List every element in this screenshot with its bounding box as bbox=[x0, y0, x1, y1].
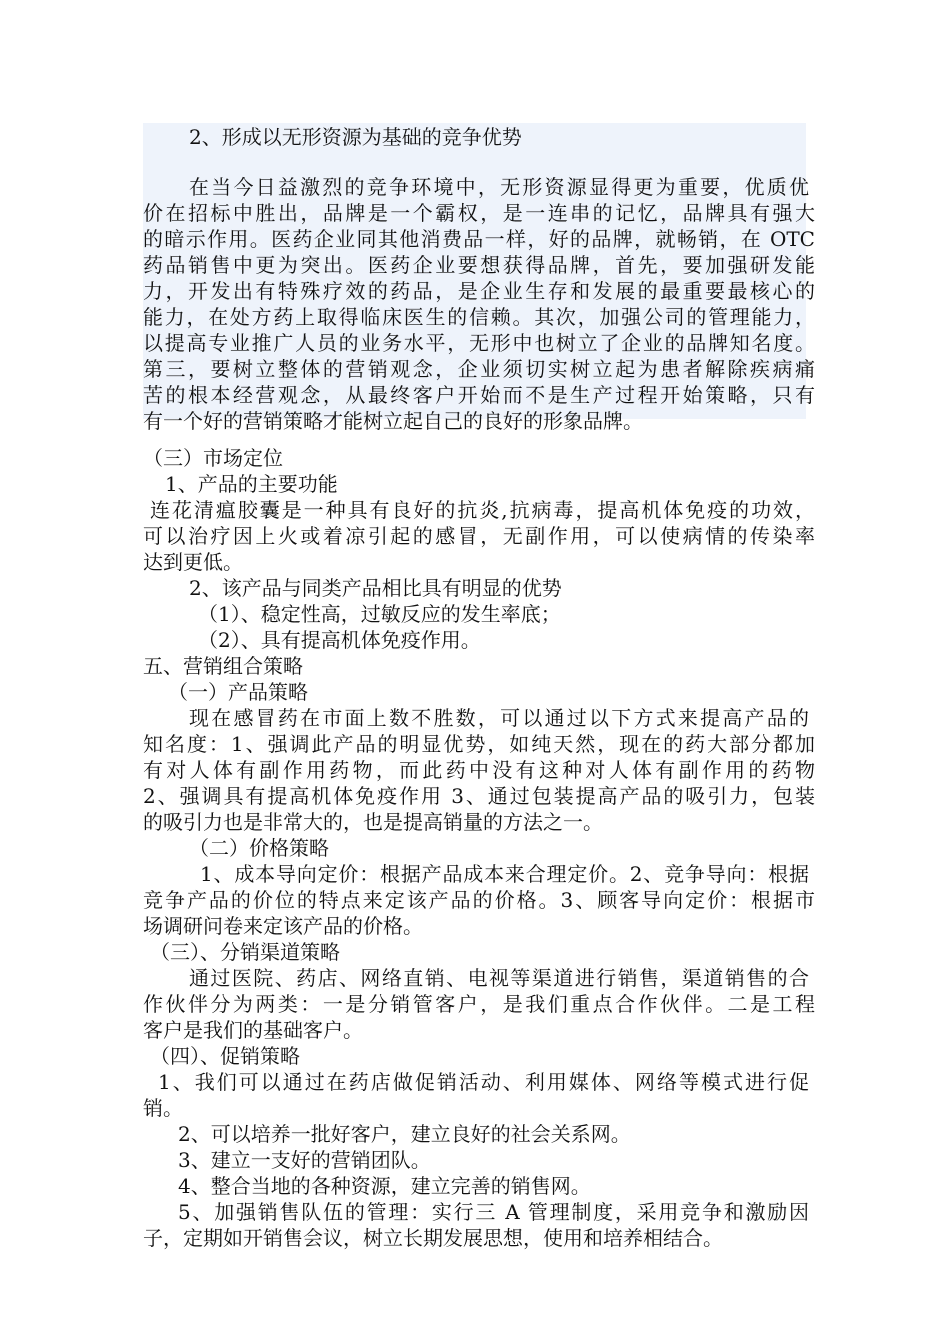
subheading: 2、该产品与同类产品相比具有明显的优势 bbox=[189, 576, 562, 600]
paragraph-line: 的吸引力也是非常大的，也是提高销量的方法之一。 bbox=[143, 810, 603, 834]
paragraph-line: 力，开发出有特殊疗效的药品，是企业生存和发展的最重要最核心的 bbox=[143, 279, 815, 303]
paragraph-line: 的暗示作用。医药企业同其他消费品一样，好的品牌，就畅销，在 OTC bbox=[143, 227, 815, 251]
paragraph-line: 通过医院、药店、网络直销、电视等渠道进行销售，渠道销售的合 bbox=[189, 966, 809, 990]
paragraph-line: 价在招标中胜出，品牌是一个霸权，是一连串的记忆，品牌具有强大 bbox=[143, 201, 815, 225]
paragraph-line: 竞争产品的价位的特点来定该产品的价格。3、顾客导向定价：根据市 bbox=[143, 888, 815, 912]
subheading: （一）产品策略 bbox=[168, 680, 308, 704]
paragraph-line: 连花清瘟胶囊是一种具有良好的抗炎,抗病毒，提高机体免疫的功效， bbox=[150, 498, 815, 522]
paragraph-line: 作伙伴分为两类：一是分销管客户，是我们重点合作伙伴。二是工程 bbox=[143, 992, 815, 1016]
paragraph-line: 场调研问卷来定该产品的价格。 bbox=[143, 914, 423, 938]
section-heading-mix: 五、营销组合策略 bbox=[143, 654, 303, 678]
subheading: （四）、促销策略 bbox=[150, 1044, 300, 1068]
list-item: 子，定期如开销售会议，树立长期发展思想，使用和培养相结合。 bbox=[143, 1226, 723, 1250]
list-item: 2、可以培养一批好客户，建立良好的社会关系网。 bbox=[178, 1122, 631, 1146]
paragraph-line: 在当今日益激烈的竞争环境中，无形资源显得更为重要，优质优 bbox=[189, 175, 809, 199]
section-heading-intangible: 2、形成以无形资源为基础的竞争优势 bbox=[189, 125, 522, 149]
paragraph-line: 现在感冒药在市面上数不胜数，可以通过以下方式来提高产品的 bbox=[189, 706, 809, 730]
list-item: （1）、稳定性高，过敏反应的发生率底； bbox=[198, 602, 561, 626]
paragraph-line: 有一个好的营销策略才能树立起自己的良好的形象品牌。 bbox=[143, 409, 643, 433]
paragraph-line: 2、强调具有提高机体免疫作用 3、通过包装提高产品的吸引力，包装 bbox=[143, 784, 815, 808]
paragraph-line: 知名度：1、强调此产品的明显优势，如纯天然，现在的药大部分都加 bbox=[143, 732, 815, 756]
list-item: 4、整合当地的各种资源，建立完善的销售网。 bbox=[178, 1174, 591, 1198]
paragraph-line: 能力，在处方药上取得临床医生的信赖。其次，加强公司的管理能力， bbox=[143, 305, 815, 329]
subheading: 1、产品的主要功能 bbox=[165, 472, 338, 496]
list-item: 1、我们可以通过在药店做促销活动、利用媒体、网络等模式进行促 bbox=[158, 1070, 809, 1094]
paragraph-line: 可以治疗因上火或着凉引起的感冒，无副作用，可以使病情的传染率 bbox=[143, 524, 815, 548]
paragraph-line: 第三，要树立整体的营销观念，企业须切实树立起为患者解除疾病痛 bbox=[143, 357, 815, 381]
paragraph-line: 有对人体有副作用药物，而此药中没有这种对人体有副作用的药物 bbox=[143, 758, 815, 782]
paragraph-line: 达到更低。 bbox=[143, 550, 243, 574]
paragraph-line: 药品销售中更为突出。医药企业要想获得品牌，首先，要加强研发能 bbox=[143, 253, 815, 277]
list-item: 销。 bbox=[143, 1096, 183, 1120]
list-item: 3、建立一支好的营销团队。 bbox=[178, 1148, 431, 1172]
subheading: （三）、分销渠道策略 bbox=[150, 940, 340, 964]
section-heading-market: （三）市场定位 bbox=[143, 446, 283, 470]
list-item: 5、加强销售队伍的管理：实行三 A 管理制度，采用竞争和激励因 bbox=[178, 1200, 809, 1224]
paragraph-line: 1、成本导向定价：根据产品成本来合理定价。2、竞争导向：根据 bbox=[200, 862, 809, 886]
paragraph-line: 苦的根本经营观念，从最终客户开始而不是生产过程开始策略，只有 bbox=[143, 383, 815, 407]
paragraph-line: 以提高专业推广人员的业务水平，无形中也树立了企业的品牌知名度。 bbox=[143, 331, 815, 355]
paragraph-line: 客户是我们的基础客户。 bbox=[143, 1018, 363, 1042]
list-item: （2）、具有提高机体免疫作用。 bbox=[198, 628, 481, 652]
subheading: （二）价格策略 bbox=[189, 836, 329, 860]
